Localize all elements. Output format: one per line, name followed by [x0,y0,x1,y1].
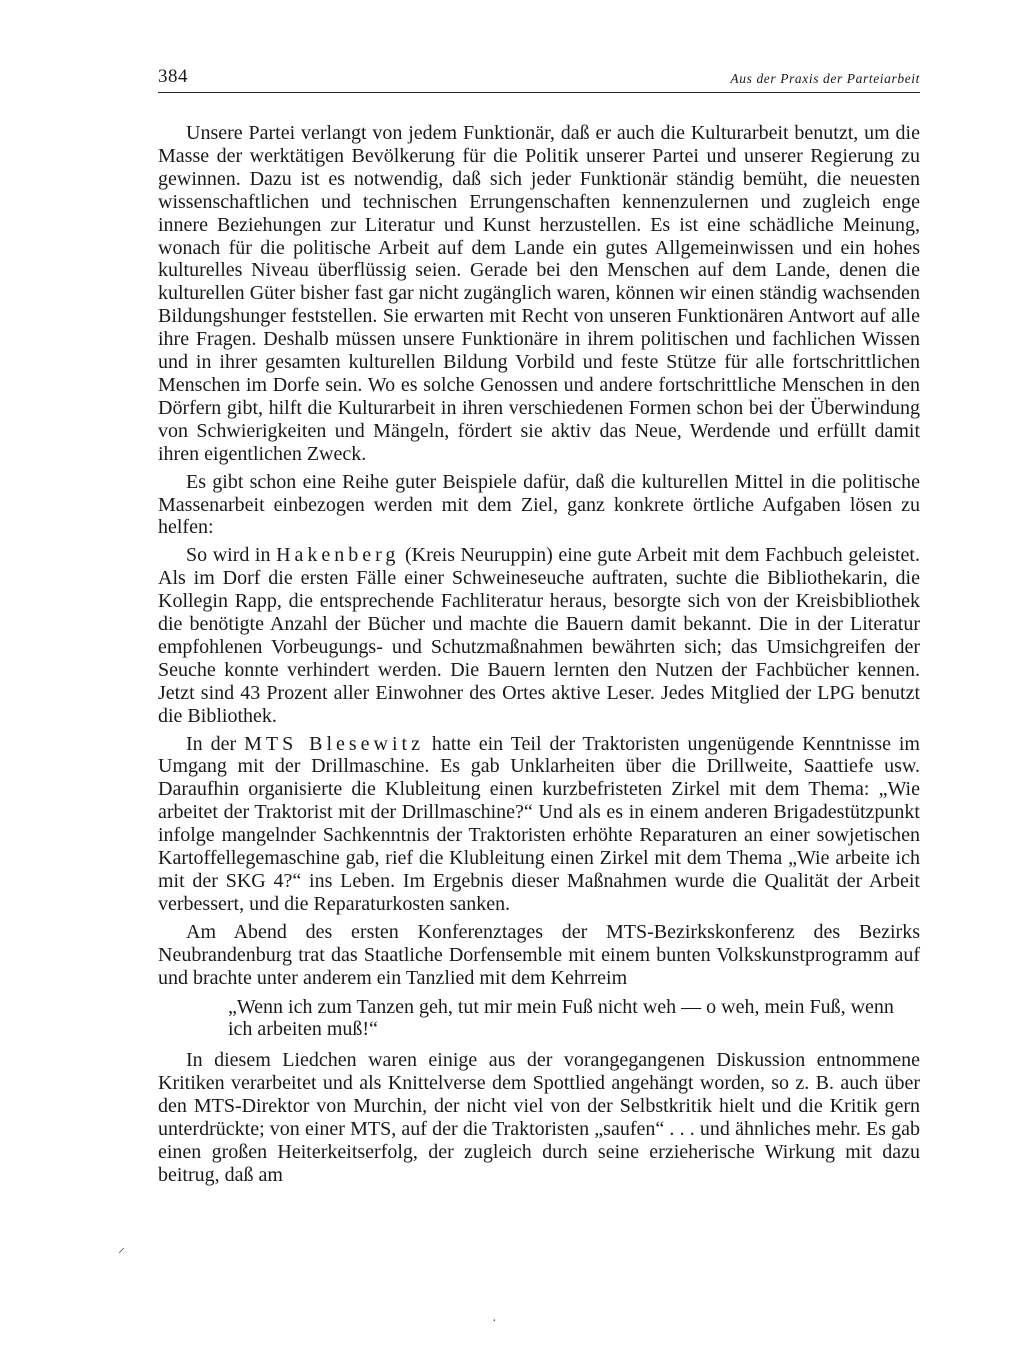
place-name-mts-blesewitz: MTS Blesewitz [244,732,424,755]
running-head: Aus der Praxis der Parteiarbeit [730,71,920,86]
paragraph-5: Am Abend des ersten Konferenztages der MTS-Bezirkskonferenz des Bezirks Neubrandenburg trat das Staatliche Dorfensemble mit einem bunten Volkskunstprogramm auf und brachte unter anderem ein Tanzlied mit dem Kehrreim [158,920,920,989]
margin-mark: ⸝ [118,1241,125,1256]
paragraph-6: In diesem Liedchen waren einige aus der vorangegangenen Diskussion entnommene Kritiken verarbeitet und als Knittelverse dem Spottlied angehängt worden, so z. B. auch über den MTS-Direktor von Murchin, der nicht viel von der Selbstkritik hielt und die Kritik gern unterdrückte; von einer MTS, auf der die Traktoristen „saufen“ . . . und ähnliches mehr. Es gab einen großen Heiterkeitserfolg, der zugleich durch seine erzieherische Wirkung mit dazu beitrug, daß am [158,1049,920,1186]
paragraph-4-body: hatte ein Teil der Traktoristen ungenügende Kenntnisse im Umgang mit der Drillmaschine. Es gab Unklarheiten über die Drillweite, Saattiefe usw. Daraufhin organisierte die Klubleitung einen kurzbefristeten Zirkel mit dem Thema: „Wie arbeitet der Traktorist mit der Drillmaschine?“ Und als es in einem anderen Brigadestützpunkt infolge mangelnder Sachkenntnis der Traktoristen erhöhte Reparaturen an einer sowjetischen Kartoffellegemaschine gab, rief die Klubleitung einen Zirkel mit dem Thema „Wie arbeite ich mit der SKG 4?“ ins Leben. Im Ergebnis dieser Maßnahmen wurde die Qualität der Arbeit verbessert, und die Reparaturkosten sanken. [158,732,920,915]
scan-dot: · [492,1314,497,1329]
paragraph-2: Es gibt schon eine Reihe guter Beispiele dafür, daß die kulturellen Mittel in die politische Massenarbeit einbezogen werden mit dem Ziel, ganz konkrete örtliche Aufgaben lösen zu helfen: [158,470,920,539]
paragraph-3 [158,544,920,727]
song-quote: „Wenn ich zum Tanzen geh, tut mir mein Fuß nicht weh — o weh, mein Fuß, wenn ich arbeiten muß!“ [228,995,894,1041]
paragraph-3-lead: So wird in [186,544,277,567]
paragraph-1: Unsere Partei verlangt von jedem Funktionär, daß er auch die Kulturarbeit benutzt, um die Masse der werktätigen Bevölkerung für die Politik unserer Partei und unserer Regierung zu gewinnen. Dazu ist es notwendig, daß sich jeder Funktionär ständig bemüht, die neuesten wissenschaftlichen und technischen Errungenschaften kennenzulernen und zugleich enge innere Beziehungen zur Literatur und Kunst herzustellen. Es ist eine schädliche Meinung, wonach für die politische Arbeit auf dem Lande ein gutes Allgemeinwissen und ein hohes kulturelles Niveau überflüssig seien. Gerade bei den Menschen auf dem Lande, denen die kulturellen Güter bisher fast gar nicht zugänglich waren, können wir einen ständig wachsenden Bildungshunger feststellen. Sie erwarten mit Recht von unseren Funktionären Antwort auf alle ihre Fragen. Deshalb müssen unsere Funktionäre in ihrem politischen und fachlichen Wissen und in ihrer gesamten kulturellen Bildung Vorbild und feste Stütze für alle fortschrittlichen Menschen im Dorfe sein. Wo es solche Genossen und andere fortschrittliche Menschen in den Dörfern gibt, hilft die Kulturarbeit in ihren verschiedenen Formen schon bei der Überwindung von Schwierigkeiten und Mängeln, fördert sie aktiv das Neue, Werdende und erfüllt damit ihren eigentlichen Zweck. [158,122,920,465]
paragraph-4-lead: In der [186,732,245,755]
paragraph-3-body: (Kreis Neuruppin) eine gute Arbeit mit dem Fachbuch geleistet. Als im Dorf die ersten Fälle einer Schweineseuche auftraten, suchte die Bibliothekarin, die Kollegin Rapp, die entsprechende Fachliteratur heraus, besorgte sich von der Kreisbibliothek die benötigte Anzahl der Bücher und machte die Bauern damit bekannt. Die in der Literatur empfohlenen Vorbeugungs- und Schutzmaßnahmen bewährten sich; das Umsichgreifen der Seuche konnte verhindert werden. Die Bauern lernten den Nutzen der Fachbücher kennen. Jetzt sind 43 Prozent aller Einwohner des Ortes aktive Leser. Jedes Mitglied der LPG benutzt die Bibliothek. [158,544,920,727]
page-number: 384 [158,66,188,87]
body-text [158,122,920,1192]
paragraph-4 [158,733,920,916]
page-header [158,64,920,93]
place-name-hakenberg: Hakenberg [276,544,400,567]
